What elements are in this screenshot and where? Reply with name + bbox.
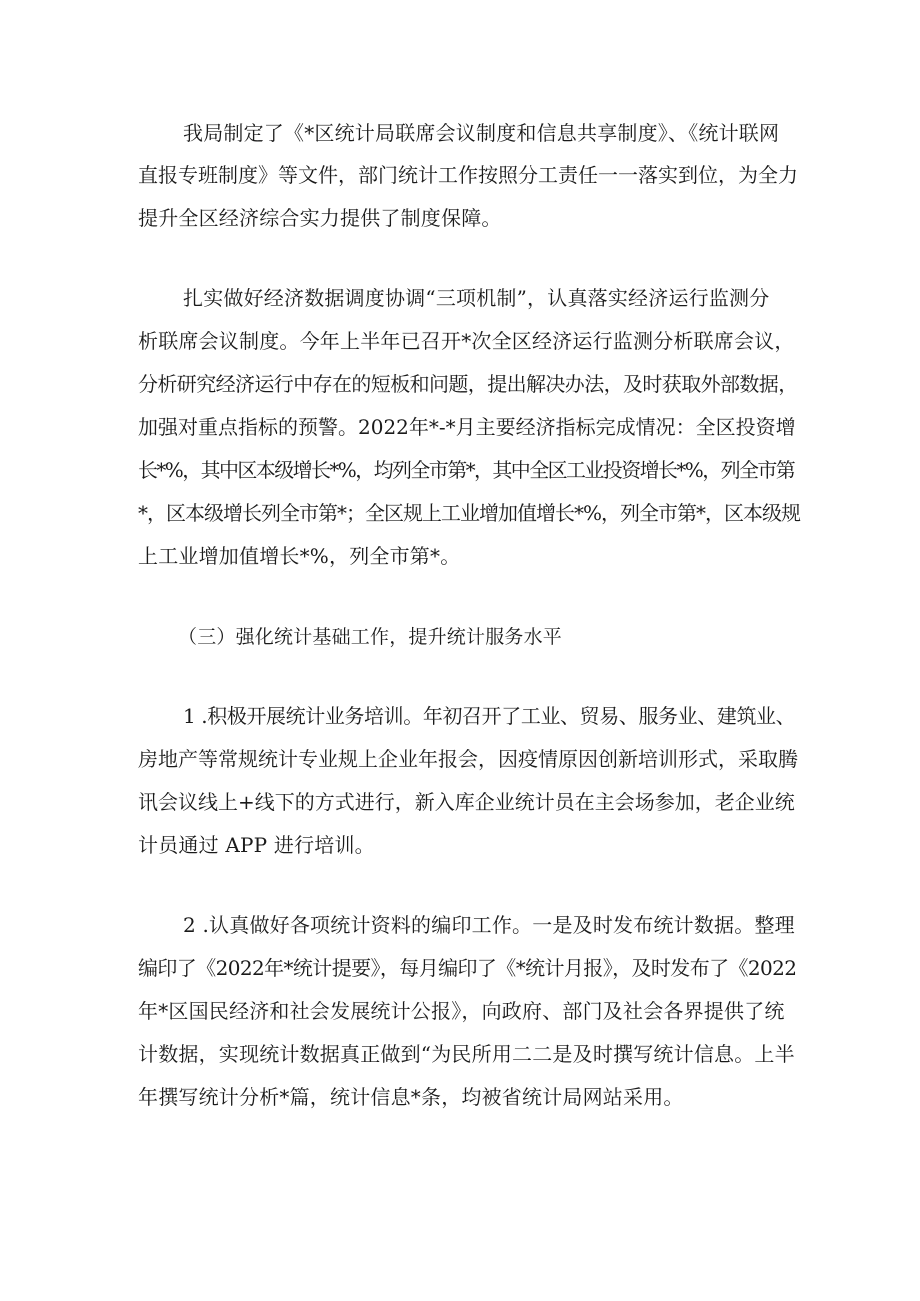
paragraph-3-line-2: 房地产等常规统计专业规上企业年报会，因疫情原因创新培训形式，采取腾	[138, 747, 798, 771]
paragraph-2-line-2: 析联席会议制度。今年上半年已召开*次全区经济运行监测分析联席会议，	[138, 329, 795, 353]
paragraph-3-line-3: 讯会议线上+线下的方式进行，新入库企业统计员在主会场参加，老企业统	[138, 790, 795, 814]
paragraph-4-line-2: 编印了《2022年*统计提要》，每月编印了《*统计月报》，及时发布了《2022	[138, 956, 797, 980]
paragraph-4-line-3: 年*区国民经济和社会发展统计公报》，向政府、部门及社会各界提供了统	[138, 999, 785, 1023]
paragraph-1-line-1: 我局制定了《*区统计局联席会议制度和信息共享制度》、《统计联网	[183, 121, 780, 145]
paragraph-4-line-4: 计数据，实现统计数据真正做到“为民所用二二是及时撰写统计信息。上半	[138, 1042, 795, 1066]
paragraph-2-line-1: 扎实做好经济数据调度协调“三项机制”，认真落实经济运行监测分	[183, 286, 770, 310]
paragraph-4-line-1: 2 .认真做好各项统计资料的编印工作。一是及时发布统计数据。整理	[183, 913, 795, 937]
paragraph-4-line-5: 年撰写统计分析*篇，统计信息*条，均被省统计局网站采用。	[138, 1085, 684, 1109]
paragraph-3-line-1: 1 .积极开展统计业务培训。年初召开了工业、贸易、服务业、建筑业、	[183, 704, 796, 728]
paragraph-1-line-3: 提升全区经济综合实力提供了制度保障。	[138, 206, 502, 230]
paragraph-2-line-7: 上工业增加值增长*%，列全市第*。	[138, 544, 461, 568]
paragraph-2-line-3: 分析研究经济运行中存在的短板和问题，提出解决办法，及时获取外部数据，	[138, 372, 798, 396]
paragraph-2-line-6: *，区本级增长列全市第*；全区规上工业增加值增长*%，列全市第*，区本级规	[138, 501, 801, 525]
section-heading: （三）强化统计基础工作，提升统计服务水平	[178, 626, 563, 648]
paragraph-2-line-4: 加强对重点指标的预警。2022年*-*月主要经济指标完成情况：全区投资增	[138, 415, 796, 439]
paragraph-2-line-5: 长*%，其中区本级增长*%，均列全市第*，其中全区工业投资增长*%，列全市第	[138, 458, 795, 482]
paragraph-1-line-2: 直报专班制度》等文件，部门统计工作按照分工责任一一落实到位，为全力	[138, 163, 798, 187]
paragraph-3-line-4: 计员通过 APP 进行培训。	[138, 833, 375, 857]
